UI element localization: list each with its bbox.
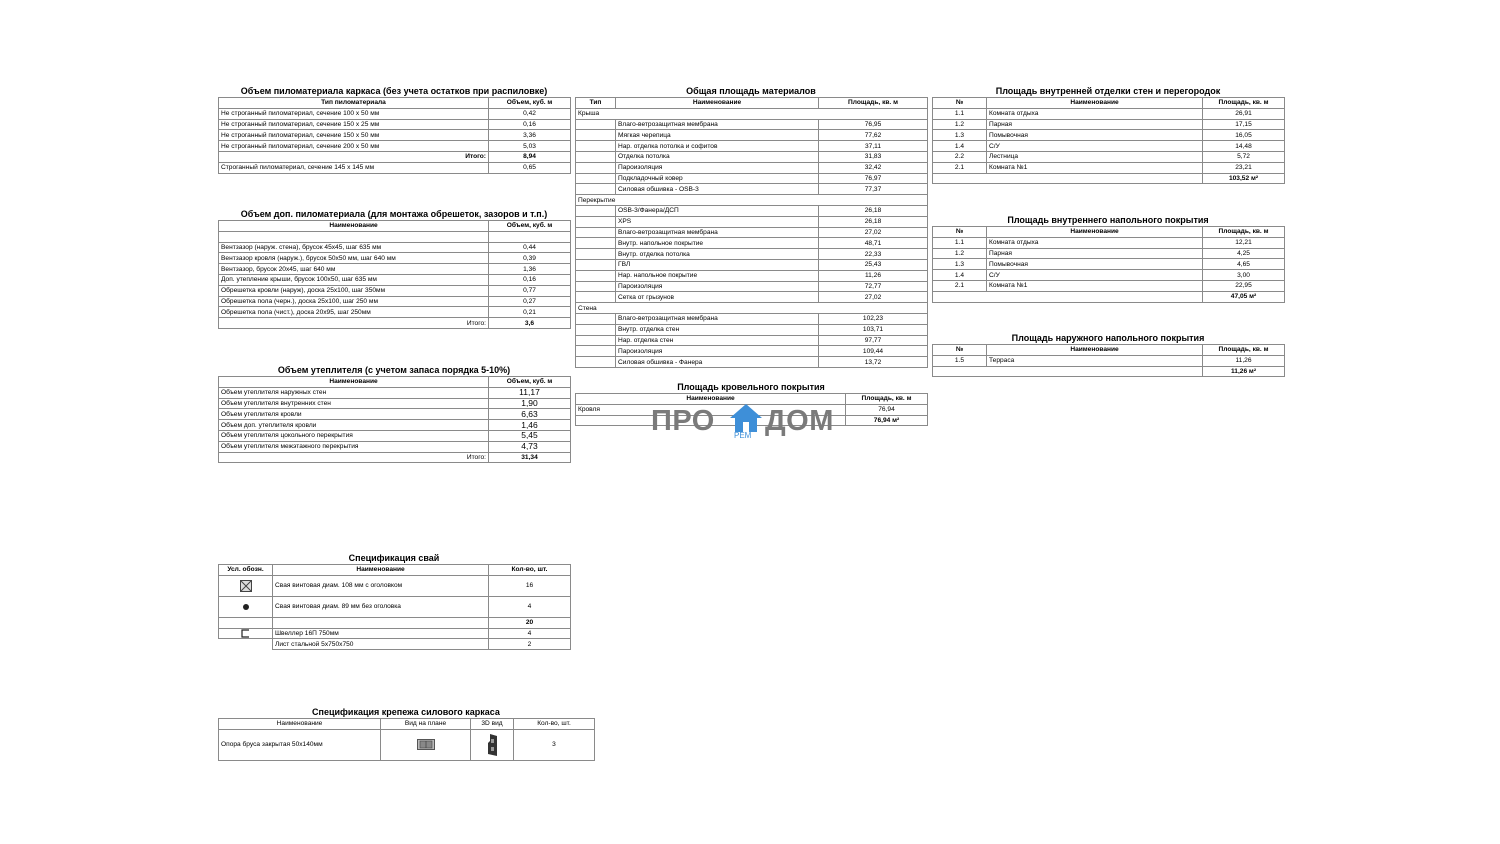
- row-value: 72,77: [819, 281, 928, 292]
- table-header-row: [219, 98, 571, 109]
- column-header: Объем, куб. м: [489, 221, 571, 232]
- row-name: Влаго-ветрозащитная мембрана: [616, 313, 819, 324]
- total-row: [219, 617, 571, 628]
- table-row: [219, 430, 571, 441]
- row-value: 37,11: [819, 141, 928, 152]
- column-header: Наименование: [219, 221, 489, 232]
- column-header: Объем, куб. м: [489, 377, 571, 388]
- row-name: Помывочная: [987, 259, 1203, 270]
- row-value: 16,05: [1203, 130, 1285, 141]
- row-value: 27,02: [819, 227, 928, 238]
- row-name: Свая винтовая диам. 108 мм с оголовком: [273, 575, 489, 596]
- row-number: 2.1: [933, 162, 987, 173]
- row-value: 102,23: [819, 313, 928, 324]
- table-row: [933, 108, 1285, 119]
- row-number: 1.1: [933, 237, 987, 248]
- row-value: 109,44: [819, 346, 928, 357]
- row-value: 22,33: [819, 249, 928, 260]
- row-name: Комната отдыха: [987, 108, 1203, 119]
- row-name: Отделка потолка: [616, 151, 819, 162]
- row-name: Не строганный пиломатериал, сечение 200 x 50 мм: [219, 141, 489, 152]
- extra-lumber-section: [218, 208, 570, 329]
- table-row: [933, 259, 1285, 270]
- logo-subtext: РЕМ: [734, 431, 752, 440]
- total-value: 8,94: [489, 151, 571, 162]
- table-row: [219, 420, 571, 431]
- row-value: 0,77: [489, 285, 571, 296]
- row-name: [219, 231, 489, 242]
- total-value: 76,94 м²: [846, 415, 928, 426]
- row-value: 6,63: [489, 409, 571, 420]
- table-row: [933, 162, 1285, 173]
- row-number: 1.5: [933, 355, 987, 366]
- table-row: [576, 249, 928, 260]
- inner-floor-table: [932, 226, 1285, 303]
- table-row: [219, 296, 571, 307]
- row-name: Свая винтовая диам. 89 мм без оголовка: [273, 596, 489, 617]
- row-value: 4,65: [1203, 259, 1285, 270]
- lumber-volume-section: [218, 85, 570, 174]
- row-name: С/У: [987, 270, 1203, 281]
- row-value: 76,94: [846, 404, 928, 415]
- insulation-table: [218, 376, 571, 463]
- row-value: 76,97: [819, 173, 928, 184]
- row-name: Обрешетка пола (чист.), доска 20x95, шаг 250мм: [219, 307, 489, 318]
- row-value: 103,71: [819, 324, 928, 335]
- table-row: [219, 162, 571, 173]
- row-name: XPS: [616, 216, 819, 227]
- row-number: 1.2: [933, 119, 987, 130]
- row-name: Объем утеплителя межэтажного перекрытия: [219, 441, 489, 452]
- table-row: [219, 575, 571, 596]
- piles-section: [218, 552, 570, 650]
- table-row: [219, 274, 571, 285]
- table-row: [576, 324, 928, 335]
- table-header-row: [933, 345, 1285, 356]
- row-name: Внутр. напольное покрытие: [616, 238, 819, 249]
- row-number: 1.4: [933, 270, 987, 281]
- row-name: Вентзазор (наруж. стена), брусок 45x45, шаг 635 мм: [219, 242, 489, 253]
- row-name: Не строганный пиломатериал, сечение 100 x 50 мм: [219, 108, 489, 119]
- outer-floor-title: Площадь наружного напольного покрытия: [1011, 333, 1205, 343]
- table-row: [219, 596, 571, 617]
- total-row: [933, 173, 1285, 184]
- table-row: [933, 280, 1285, 291]
- table-row: [576, 238, 928, 249]
- column-header: Наименование: [987, 345, 1203, 356]
- piles-title: Спецификация свай: [348, 553, 440, 563]
- insulation-title: Объем утеплителя (с учетом запаса порядка 5-10%): [277, 365, 511, 375]
- row-name: Вентзазор кровля (наруж.), брусок 50x50 мм, шаг 640 мм: [219, 253, 489, 264]
- row-number: 1.4: [933, 141, 987, 152]
- row-name: Силовая обшивка - OSB-3: [616, 184, 819, 195]
- row-value: 0,65: [489, 162, 571, 173]
- extra-lumber-title: Объем доп. пиломатериала (для монтажа обрешеток, зазоров и т.п.): [240, 209, 548, 219]
- row-value: 5,72: [1203, 151, 1285, 162]
- row-number: 1.2: [933, 248, 987, 259]
- table-row: [219, 253, 571, 264]
- materials-table: [575, 97, 928, 368]
- roofing-title: Площадь кровельного покрытия: [677, 382, 825, 392]
- table-row: [219, 729, 595, 760]
- group-label: Стена: [576, 303, 928, 314]
- row-value: 26,18: [819, 216, 928, 227]
- row-name: Комната №1: [987, 280, 1203, 291]
- square-cross-icon: [219, 575, 273, 596]
- table-row: [219, 231, 571, 242]
- row-value: 0,21: [489, 307, 571, 318]
- table-row: [576, 227, 928, 238]
- total-row: [933, 291, 1285, 302]
- group-row: [576, 195, 928, 206]
- row-value: 0,16: [489, 119, 571, 130]
- column-header: Площадь, кв. м: [1203, 227, 1285, 238]
- table-row: [933, 151, 1285, 162]
- row-name: Внутр. отделка потолка: [616, 249, 819, 260]
- row-value: 1,90: [489, 398, 571, 409]
- row-value: 0,42: [489, 108, 571, 119]
- table-row: [576, 346, 928, 357]
- row-name: Комната отдыха: [987, 237, 1203, 248]
- row-name: ГВЛ: [616, 259, 819, 270]
- column-header: Наименование: [987, 98, 1203, 109]
- table-row: [576, 205, 928, 216]
- row-name: Объем утеплителя внутренних стен: [219, 398, 489, 409]
- row-name: Объем доп. утеплителя кровли: [219, 420, 489, 431]
- row-name: Пароизоляция: [616, 162, 819, 173]
- table-row: [933, 119, 1285, 130]
- row-name: Не строганный пиломатериал, сечение 150 x 25 мм: [219, 119, 489, 130]
- table-row: [576, 313, 928, 324]
- row-name: С/У: [987, 141, 1203, 152]
- row-name: Нар. отделка стен: [616, 335, 819, 346]
- total-row: [219, 318, 571, 329]
- row-name: Комната №1: [987, 162, 1203, 173]
- row-name: Пароизоляция: [616, 281, 819, 292]
- table-row: [219, 307, 571, 318]
- row-value: 48,71: [819, 238, 928, 249]
- filled-circle-icon: [219, 596, 273, 617]
- table-header-row: [933, 98, 1285, 109]
- table-row: [219, 130, 571, 141]
- row-name: Лестница: [987, 151, 1203, 162]
- column-header: Площадь, кв. м: [819, 98, 928, 109]
- table-header-row: [219, 221, 571, 232]
- fasteners-table: [218, 718, 595, 761]
- row-value: 0,39: [489, 253, 571, 264]
- column-header: Усл. обозн.: [219, 565, 273, 576]
- column-header: Площадь, кв. м: [1203, 98, 1285, 109]
- row-value: 25,43: [819, 259, 928, 270]
- table-row: [576, 141, 928, 152]
- row-name: Парная: [987, 119, 1203, 130]
- group-label: Перекрытие: [576, 195, 928, 206]
- row-value: 2: [489, 639, 571, 650]
- row-value: 11,17: [489, 387, 571, 398]
- row-number: 2.2: [933, 151, 987, 162]
- total-row: [933, 366, 1285, 377]
- column-header: Вид на плане: [381, 719, 471, 730]
- channel-icon: [219, 628, 273, 639]
- row-name: Помывочная: [987, 130, 1203, 141]
- row-name: Сетка от грызунов: [616, 292, 819, 303]
- table-row: [933, 130, 1285, 141]
- group-label: Крыша: [576, 108, 928, 119]
- table-row: [576, 292, 928, 303]
- row-value: 77,37: [819, 184, 928, 195]
- row-value: 1,46: [489, 420, 571, 431]
- column-header: №: [933, 227, 987, 238]
- table-row: [219, 141, 571, 152]
- row-name: Не строганный пиломатериал, сечение 150 x 50 мм: [219, 130, 489, 141]
- table-row: [576, 173, 928, 184]
- table-row: [576, 119, 928, 130]
- row-value: 22,95: [1203, 280, 1285, 291]
- table-row: [219, 441, 571, 452]
- inner-walls-title: Площадь внутренней отделки стен и перегородок: [995, 86, 1221, 96]
- row-name: Строганный пиломатериал, сечение 145 x 145 мм: [219, 162, 489, 173]
- row-name: Нар. напольное покрытие: [616, 270, 819, 281]
- row-name: Лист стальной 5x750x750: [273, 639, 489, 650]
- column-header: Тип: [576, 98, 616, 109]
- row-value: 26,91: [1203, 108, 1285, 119]
- total-row: [219, 452, 571, 463]
- row-value: 23,21: [1203, 162, 1285, 173]
- column-header: 3D вид: [471, 719, 514, 730]
- inner-walls-section: [932, 85, 1284, 184]
- row-value: 1,36: [489, 264, 571, 275]
- column-header: Объем, куб. м: [489, 98, 571, 109]
- row-value: 4,73: [489, 441, 571, 452]
- column-header: Площадь, кв. м: [846, 394, 928, 405]
- table-header-row: [933, 227, 1285, 238]
- fasteners-title: Спецификация крепежа силового каркаса: [312, 707, 500, 717]
- row-value: 0,44: [489, 242, 571, 253]
- fasteners-section: [218, 706, 594, 761]
- table-row: [219, 387, 571, 398]
- column-header: Наименование: [273, 565, 489, 576]
- table-row: [219, 242, 571, 253]
- row-name: Опора бруса закрытая 50x140мм: [219, 729, 381, 760]
- logo-text-left: ПРО: [651, 405, 715, 437]
- row-name: Швеллер 16П 750мм: [273, 628, 489, 639]
- table-row: [576, 162, 928, 173]
- total-value: 47,05 м²: [1203, 291, 1285, 302]
- table-row: [933, 141, 1285, 152]
- row-value: 5,03: [489, 141, 571, 152]
- row-name: Доп. утепление крыши, брусок 100x50, шаг 635 мм: [219, 274, 489, 285]
- column-header: Тип пиломатериала: [219, 98, 489, 109]
- table-row: [576, 151, 928, 162]
- row-name: Нар. отделка потолка и софитов: [616, 141, 819, 152]
- total-label: Итого:: [219, 318, 489, 329]
- total-value: 11,26 м²: [1203, 366, 1285, 377]
- total-row: [219, 151, 571, 162]
- table-header-row: [219, 377, 571, 388]
- row-value: 13,72: [819, 357, 928, 368]
- row-value: 14,48: [1203, 141, 1285, 152]
- materials-title: Общая площадь материалов: [686, 86, 816, 96]
- logo-text-right: ДОМ: [765, 405, 834, 437]
- row-value: 4,25: [1203, 248, 1285, 259]
- row-name: Обрешетка кровли (наруж), доска 25x100, шаг 350мм: [219, 285, 489, 296]
- row-name: Влаго-ветрозащитная мембрана: [616, 119, 819, 130]
- row-value: 32,42: [819, 162, 928, 173]
- row-number: 1.1: [933, 108, 987, 119]
- row-value: 3,00: [1203, 270, 1285, 281]
- row-value: 12,21: [1203, 237, 1285, 248]
- total-label: Итого:: [219, 151, 489, 162]
- table-row: [219, 628, 571, 639]
- row-number: 1.3: [933, 130, 987, 141]
- table-row: [219, 264, 571, 275]
- table-row: [219, 119, 571, 130]
- table-row: [933, 237, 1285, 248]
- table-row: [576, 357, 928, 368]
- column-header: №: [933, 345, 987, 356]
- column-header: Кол-во, шт.: [514, 719, 595, 730]
- row-name: Объем утеплителя цокольного перекрытия: [219, 430, 489, 441]
- row-value: 26,18: [819, 205, 928, 216]
- insulation-section: [218, 364, 570, 463]
- row-value: 3: [514, 729, 595, 760]
- row-name: Силовая обшивка - Фанера: [616, 357, 819, 368]
- row-value: 97,77: [819, 335, 928, 346]
- total-value: 103,52 м²: [1203, 173, 1285, 184]
- outer-floor-section: [932, 332, 1284, 377]
- table-row: [219, 409, 571, 420]
- row-name: Объем утеплителя кровли: [219, 409, 489, 420]
- row-value: 31,83: [819, 151, 928, 162]
- row-value: 76,95: [819, 119, 928, 130]
- total-value: 31,34: [489, 452, 571, 463]
- row-value: 5,45: [489, 430, 571, 441]
- row-value: 0,27: [489, 296, 571, 307]
- row-value: 77,62: [819, 130, 928, 141]
- outer-floor-table: [932, 344, 1285, 377]
- row-name: Подкладочный ковер: [616, 173, 819, 184]
- row-value: 27,02: [819, 292, 928, 303]
- table-header-row: [219, 719, 595, 730]
- table-header-row: [576, 98, 928, 109]
- column-header: Площадь, кв. м: [1203, 345, 1285, 356]
- row-value: [489, 231, 571, 242]
- table-row: [219, 108, 571, 119]
- row-number: 1.3: [933, 259, 987, 270]
- table-row: [219, 285, 571, 296]
- row-name: Пароизоляция: [616, 346, 819, 357]
- table-row: [576, 130, 928, 141]
- table-row: [219, 398, 571, 409]
- lumber-volume-title: Объем пиломатериала каркаса (без учета остатков при распиловке): [240, 86, 548, 96]
- row-name: Объем утеплителя наружных стен: [219, 387, 489, 398]
- row-value: 4: [489, 596, 571, 617]
- bracket-3d-icon: [471, 729, 514, 760]
- total-value: 3,6: [489, 318, 571, 329]
- row-value: 11,26: [819, 270, 928, 281]
- table-row: [576, 216, 928, 227]
- company-logo: [651, 403, 851, 443]
- total-label: Итого:: [219, 452, 489, 463]
- column-header: Наименование: [219, 719, 381, 730]
- row-name: Влаго-ветрозащитная мембрана: [616, 227, 819, 238]
- row-name: OSB-3/Фанера/ДСП: [616, 205, 819, 216]
- total-value: 20: [489, 617, 571, 628]
- column-header: Наименование: [987, 227, 1203, 238]
- column-header: Наименование: [219, 377, 489, 388]
- table-row: [933, 270, 1285, 281]
- row-value: 0,16: [489, 274, 571, 285]
- group-row: [576, 108, 928, 119]
- row-value: 11,26: [1203, 355, 1285, 366]
- materials-section: [575, 85, 927, 368]
- column-header: Кол-во, шт.: [489, 565, 571, 576]
- lumber-volume-table: [218, 97, 571, 174]
- table-row: [933, 355, 1285, 366]
- table-row: [576, 281, 928, 292]
- table-row: [219, 639, 571, 650]
- group-row: [576, 303, 928, 314]
- row-value: 3,36: [489, 130, 571, 141]
- extra-lumber-table: [218, 220, 571, 329]
- inner-floor-section: [932, 214, 1284, 303]
- column-header: №: [933, 98, 987, 109]
- row-name: Парная: [987, 248, 1203, 259]
- row-name: Кровля: [576, 404, 846, 415]
- table-row: [576, 335, 928, 346]
- row-name: Обрешетка пола (черн.), доска 25x100, шаг 250 мм: [219, 296, 489, 307]
- column-header: Наименование: [616, 98, 819, 109]
- inner-walls-table: [932, 97, 1285, 184]
- table-row: [576, 270, 928, 281]
- piles-table: [218, 564, 571, 650]
- table-row: [933, 248, 1285, 259]
- row-name: Внутр. отделка стен: [616, 324, 819, 335]
- column-header: Наименование: [576, 394, 846, 405]
- table-row: [576, 259, 928, 270]
- inner-floor-title: Площадь внутреннего напольного покрытия: [1007, 215, 1209, 225]
- row-value: 4: [489, 628, 571, 639]
- row-name: Вентзазор, брусок 20x45, шаг 640 мм: [219, 264, 489, 275]
- table-header-row: [219, 565, 571, 576]
- bracket-plan-icon: [381, 729, 471, 760]
- row-value: 17,15: [1203, 119, 1285, 130]
- row-name: Мягкая черепица: [616, 130, 819, 141]
- row-value: 16: [489, 575, 571, 596]
- row-number: 2.1: [933, 280, 987, 291]
- row-name: Терраса: [987, 355, 1203, 366]
- table-row: [576, 184, 928, 195]
